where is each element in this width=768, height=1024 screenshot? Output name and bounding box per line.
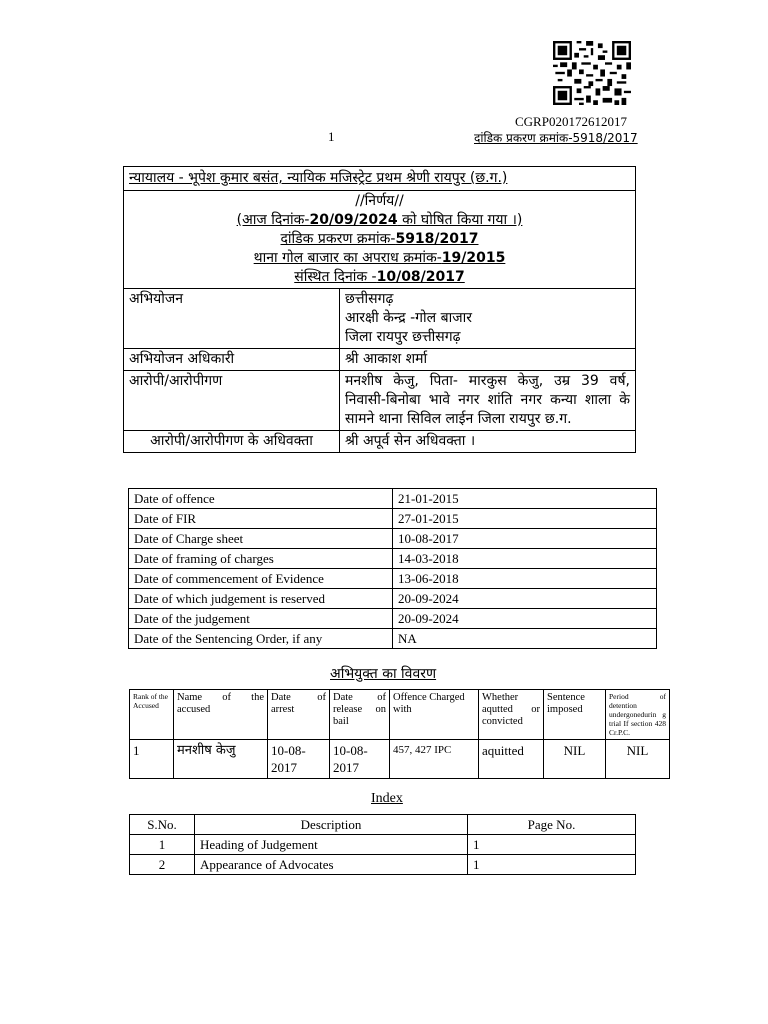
index-title: Index [371, 791, 403, 806]
index-row [130, 835, 636, 855]
date-label: Date of FIR [129, 509, 393, 529]
index-description: Heading of Judgement [195, 835, 468, 855]
date-row [129, 609, 657, 629]
cell-detention: NIL [606, 740, 670, 779]
accused-row [124, 371, 636, 431]
date-label: Date of commencement of Evidence [129, 569, 393, 589]
date-label: Date of the judgement [129, 609, 393, 629]
date-label: Date of which judgement is reserved [129, 589, 393, 609]
index-sno: 2 [130, 855, 195, 875]
date-value: 20-09-2024 [393, 609, 657, 629]
instituted-date-line: संस्थित दिनांक -10/08/2017 [294, 269, 465, 285]
cell-offence: 457, 427 IPC [390, 740, 479, 779]
date-label: Date of offence [129, 489, 393, 509]
case-code: CGRP020172612017 [515, 114, 627, 129]
date-row [129, 529, 657, 549]
cell-name: मनशीष केजु [174, 740, 268, 779]
header-arrest: Date of arrest [268, 690, 330, 740]
accused-table-header [130, 690, 670, 740]
cell-arrest: 10-08-2017 [268, 740, 330, 779]
accused-advocate-row [124, 431, 636, 453]
date-value: 13-06-2018 [393, 569, 657, 589]
header-sentence: Sentence imposed [544, 690, 606, 740]
accused-advocate-label: आरोपी/आरोपीगण के अधिवक्ता [124, 431, 340, 453]
accused-table-row [130, 740, 670, 779]
index-header-row [130, 815, 636, 835]
cell-verdict: aquitted [479, 740, 544, 779]
date-value: 27-01-2015 [393, 509, 657, 529]
qr-code [553, 41, 631, 105]
announcement-line: (आज दिनांक-20/09/2024 को घोषित किया गया ।) [236, 212, 523, 228]
court-info-table [123, 166, 636, 453]
cell-bail: 10-08-2017 [330, 740, 390, 779]
header-detention: Period of detention undergonedurin g trial If section 428 Cr.P.C. [606, 690, 670, 740]
prosecution-officer-label: अभियोजन अधिकारी [124, 349, 340, 371]
case-number-header: दांडिक प्रकरण क्रमांक-5918/2017 [474, 131, 638, 145]
index-row [130, 855, 636, 875]
accused-label: आरोपी/आरोपीगण [124, 371, 340, 431]
prosecution-officer-value: श्री आकाश शर्मा [340, 349, 636, 371]
court-title: न्यायालय - भूपेश कुमार बसंत, न्यायिक मजिस्ट्रेट प्रथम श्रेणी रायपुर (छ.ग.) [129, 170, 508, 186]
date-row [129, 489, 657, 509]
date-value: NA [393, 629, 657, 649]
judgment-heading: //निर्णय// [355, 193, 404, 209]
date-row [129, 509, 657, 529]
date-label: Date of the Sentencing Order, if any [129, 629, 393, 649]
header-offence: Offence Charged with [390, 690, 479, 740]
accused-details-table [129, 689, 670, 779]
date-label: Date of Charge sheet [129, 529, 393, 549]
accused-value: मनशीष केजु, पिता- मारकुस केजु, उम्र 39 वर्ष, निवासी-बिनोबा भावे नगर शांति नगर कन्या शाला के सामने थाना सिविल लाईन जिला रायपुर छ.ग. [340, 371, 636, 431]
header-bail: Date of release on bail [330, 690, 390, 740]
index-sno: 1 [130, 835, 195, 855]
date-value: 14-03-2018 [393, 549, 657, 569]
case-number-line: दांडिक प्रकरण क्रमांक-5918/2017 [280, 231, 479, 247]
cell-sentence: NIL [544, 740, 606, 779]
header-verdict: Whether aqutted or convicted [479, 690, 544, 740]
page-number: 1 [328, 129, 335, 144]
prosecution-officer-row [124, 349, 636, 371]
date-value: 21-01-2015 [393, 489, 657, 509]
header-rank: Rank of the Accused [130, 690, 174, 740]
date-value: 10-08-2017 [393, 529, 657, 549]
accused-details-title: अभियुक्त का विवरण [330, 666, 437, 682]
prosecution-row [124, 289, 636, 349]
dates-table [128, 488, 657, 649]
date-row [129, 569, 657, 589]
date-row [129, 549, 657, 569]
date-row [129, 629, 657, 649]
prosecution-value: छत्तीसगढ़ आरक्षी केन्द्र -गोल बाजार जिला रायपुर छत्तीसगढ़ [340, 289, 636, 349]
index-header-sno: S.No. [130, 815, 195, 835]
index-page: 1 [468, 855, 636, 875]
date-value: 20-09-2024 [393, 589, 657, 609]
cell-rank: 1 [130, 740, 174, 779]
prosecution-label: अभियोजन [124, 289, 340, 349]
accused-advocate-value: श्री अपूर्व सेन अधिवक्ता । [340, 431, 636, 453]
index-table [129, 814, 636, 875]
index-header-page: Page No. [468, 815, 636, 835]
header-name: Name of the accused [174, 690, 268, 740]
index-description: Appearance of Advocates [195, 855, 468, 875]
date-label: Date of framing of charges [129, 549, 393, 569]
crime-number-line: थाना गोल बाजार का अपराध क्रमांक-19/2015 [253, 250, 506, 266]
index-page: 1 [468, 835, 636, 855]
index-header-description: Description [195, 815, 468, 835]
date-row [129, 589, 657, 609]
